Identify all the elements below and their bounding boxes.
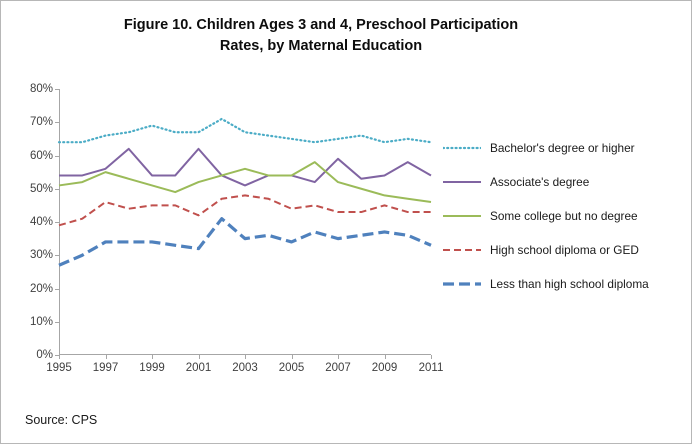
x-axis-tick-label: 2011	[418, 362, 444, 374]
source-note: Source: CPS	[25, 413, 98, 427]
chart-legend	[443, 131, 687, 301]
x-axis-tick-label: 2003	[232, 362, 258, 374]
legend-item[interactable]	[443, 267, 687, 301]
legend-item-label: Bachelor's degree or higher	[490, 141, 635, 155]
series-lines	[59, 89, 431, 355]
legend-item-label: Associate's degree	[490, 175, 590, 189]
y-axis-tick-label: 30%	[29, 249, 53, 262]
chart-title	[41, 15, 601, 57]
x-axis-tick-mark	[245, 355, 246, 359]
x-axis-tick-label: 2005	[278, 362, 305, 374]
x-axis-tick-mark	[385, 355, 386, 359]
y-axis-tick-label: 40%	[29, 216, 53, 228]
y-axis-tick-label: 80%	[29, 83, 53, 95]
legend-line-swatch-icon	[443, 244, 481, 256]
legend-line-swatch-icon	[443, 278, 481, 290]
series-line	[59, 149, 431, 186]
x-axis-tick-mark	[152, 355, 153, 359]
legend-item[interactable]	[443, 131, 687, 165]
y-axis-tick-label: 60%	[29, 149, 53, 162]
y-axis-tick-label: 70%	[29, 116, 53, 129]
legend-item[interactable]	[443, 165, 687, 199]
x-axis-tick-label: 2007	[325, 362, 351, 374]
legend-item[interactable]	[443, 233, 687, 267]
y-axis-tick-label: 50%	[29, 182, 53, 195]
x-axis-tick-label: 2001	[185, 362, 212, 374]
x-axis-tick-label: 2009	[371, 362, 398, 374]
series-line	[59, 195, 431, 225]
x-axis-tick-label: 1997	[92, 362, 119, 374]
x-axis-tick-mark	[431, 355, 432, 359]
x-axis-tick-label: 1999	[139, 362, 165, 374]
legend-item-label: High school diploma or GED	[490, 243, 639, 257]
y-axis-tick-label: 0%	[36, 349, 53, 361]
x-axis-tick-mark	[292, 355, 293, 359]
y-axis-tick-label: 20%	[29, 282, 53, 295]
x-axis-tick-mark	[338, 355, 339, 359]
x-axis-tick-label: 1995	[46, 362, 72, 374]
plot-area	[29, 83, 444, 374]
legend-item-label: Some college but no degree	[490, 209, 638, 223]
x-axis-tick-mark	[199, 355, 200, 359]
chart-title-line-1: Figure 10. Children Ages 3 and 4, Preschool Participation	[123, 17, 519, 33]
legend-line-swatch-icon	[443, 176, 481, 188]
chart-title-line-2: Rates, by Maternal Education	[219, 38, 423, 55]
series-line	[59, 119, 431, 142]
x-axis-tick-mark	[106, 355, 107, 359]
legend-item[interactable]	[443, 199, 687, 233]
legend-line-swatch-icon	[443, 210, 481, 222]
y-axis-tick-label: 10%	[29, 315, 53, 328]
legend-item-label: Less than high school diploma	[490, 277, 649, 291]
legend-line-swatch-icon	[443, 142, 481, 154]
x-axis-tick-mark	[59, 355, 60, 359]
series-line	[59, 219, 431, 266]
